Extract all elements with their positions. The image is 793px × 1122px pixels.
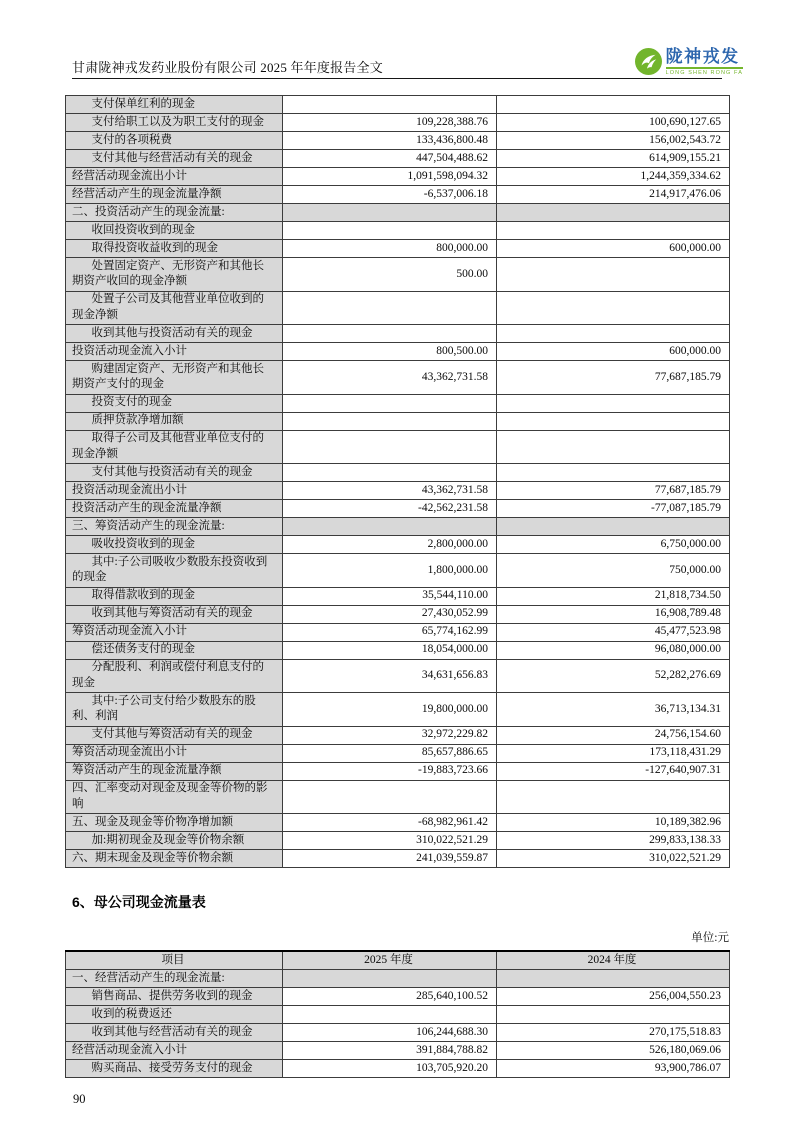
logo-en-text: LONG SHEN RONG FA — [666, 67, 743, 76]
row-value-2025: 106,244,688.30 — [283, 1024, 497, 1042]
row-label: 吸收投资收到的现金 — [66, 536, 283, 554]
table-row — [66, 412, 730, 430]
row-value-2024: 526,180,069.06 — [497, 1042, 730, 1060]
table-row — [66, 659, 730, 693]
row-label: 分配股利、利润或偿付利息支付的现金 — [66, 659, 283, 693]
table-row — [66, 168, 730, 186]
table-row — [66, 291, 730, 325]
row-value-2025 — [283, 291, 497, 325]
table-row — [66, 96, 730, 114]
row-value-2025 — [283, 464, 497, 482]
row-value-2024: 77,687,185.79 — [497, 482, 730, 500]
row-value-2024: 299,833,138.33 — [497, 832, 730, 850]
row-value-2025: 447,504,488.62 — [283, 150, 497, 168]
section-row — [66, 204, 730, 222]
row-value-2024: 750,000.00 — [497, 554, 730, 588]
row-value-2025: 310,022,521.29 — [283, 832, 497, 850]
row-label: 投资活动现金流入小计 — [66, 343, 283, 361]
row-label: 处置子公司及其他营业单位收到的现金净额 — [66, 291, 283, 325]
row-value-2025 — [283, 970, 497, 988]
row-value-2024 — [497, 464, 730, 482]
column-header: 2025 年度 — [283, 951, 497, 970]
row-label: 投资支付的现金 — [66, 394, 283, 412]
row-value-2025 — [283, 412, 497, 430]
row-value-2025: 18,054,000.00 — [283, 641, 497, 659]
row-value-2025: 2,800,000.00 — [283, 536, 497, 554]
row-value-2024: 45,477,523.98 — [497, 623, 730, 641]
row-value-2025: -19,883,723.66 — [283, 762, 497, 780]
row-value-2024 — [497, 780, 730, 814]
row-value-2025: 1,800,000.00 — [283, 554, 497, 588]
row-label: 筹资活动产生的现金流量净额 — [66, 762, 283, 780]
column-header: 2024 年度 — [497, 951, 730, 970]
row-value-2025: 27,430,052.99 — [283, 605, 497, 623]
row-value-2024: 6,750,000.00 — [497, 536, 730, 554]
row-value-2025: 500.00 — [283, 258, 497, 292]
table-row — [66, 726, 730, 744]
row-value-2024: -127,640,907.31 — [497, 762, 730, 780]
row-value-2025: -68,982,961.42 — [283, 814, 497, 832]
row-value-2024: 214,917,476.06 — [497, 186, 730, 204]
row-value-2024: 100,690,127.65 — [497, 114, 730, 132]
row-label: 支付其他与经营活动有关的现金 — [66, 150, 283, 168]
row-label: 投资活动现金流出小计 — [66, 482, 283, 500]
section-row — [66, 518, 730, 536]
row-value-2025: 800,500.00 — [283, 343, 497, 361]
row-value-2025 — [283, 518, 497, 536]
row-label: 取得子公司及其他营业单位支付的现金净额 — [66, 430, 283, 464]
row-value-2024: 614,909,155.21 — [497, 150, 730, 168]
table-row — [66, 744, 730, 762]
row-label: 其中:子公司吸收少数股东投资收到的现金 — [66, 554, 283, 588]
row-label: 支付其他与投资活动有关的现金 — [66, 464, 283, 482]
row-label: 支付给职工以及为职工支付的现金 — [66, 114, 283, 132]
row-value-2025: 19,800,000.00 — [283, 693, 497, 727]
row-label: 三、筹资活动产生的现金流量: — [66, 518, 283, 536]
table-row — [66, 814, 730, 832]
row-value-2024: 10,189,382.96 — [497, 814, 730, 832]
table-row — [66, 988, 730, 1006]
table-row — [66, 258, 730, 292]
page-header — [0, 0, 793, 78]
row-label: 收到其他与投资活动有关的现金 — [66, 325, 283, 343]
row-value-2025: 391,884,788.82 — [283, 1042, 497, 1060]
row-value-2025: 241,039,559.87 — [283, 850, 497, 868]
row-value-2025 — [283, 96, 497, 114]
row-label: 处置固定资产、无形资产和其他长期资产收回的现金净额 — [66, 258, 283, 292]
header-divider — [72, 78, 722, 79]
table-row — [66, 605, 730, 623]
table-row — [66, 500, 730, 518]
table-header-row — [66, 951, 730, 970]
table-row — [66, 1042, 730, 1060]
row-label: 经营活动现金流出小计 — [66, 168, 283, 186]
row-value-2025 — [283, 780, 497, 814]
row-value-2024 — [497, 970, 730, 988]
table-row — [66, 536, 730, 554]
row-value-2025 — [283, 204, 497, 222]
row-value-2025 — [283, 1006, 497, 1024]
parent-company-cash-flow-table — [65, 950, 730, 1078]
row-label: 筹资活动现金流出小计 — [66, 744, 283, 762]
row-label: 收到其他与筹资活动有关的现金 — [66, 605, 283, 623]
row-value-2024: 96,080,000.00 — [497, 641, 730, 659]
row-value-2024: 270,175,518.83 — [497, 1024, 730, 1042]
table-row — [66, 832, 730, 850]
row-value-2025: -6,537,006.18 — [283, 186, 497, 204]
row-value-2024: 600,000.00 — [497, 343, 730, 361]
row-value-2024: 93,900,786.07 — [497, 1060, 730, 1078]
column-header: 项目 — [66, 951, 283, 970]
table-row — [66, 132, 730, 150]
row-value-2024 — [497, 204, 730, 222]
row-value-2024 — [497, 518, 730, 536]
table-row — [66, 150, 730, 168]
table-row — [66, 361, 730, 395]
row-value-2024: 173,118,431.29 — [497, 744, 730, 762]
consolidated-cash-flow-table-continued — [65, 95, 730, 868]
table-row — [66, 1060, 730, 1078]
row-label: 二、投资活动产生的现金流量: — [66, 204, 283, 222]
row-label: 取得借款收到的现金 — [66, 587, 283, 605]
row-value-2025: 285,640,100.52 — [283, 988, 497, 1006]
table-row — [66, 222, 730, 240]
row-label: 收到的税费返还 — [66, 1006, 283, 1024]
row-value-2025 — [283, 430, 497, 464]
row-value-2025 — [283, 394, 497, 412]
row-value-2025 — [283, 325, 497, 343]
row-value-2024: 16,908,789.48 — [497, 605, 730, 623]
table-row — [66, 850, 730, 868]
unit-label: 单位:元 — [691, 932, 729, 944]
row-value-2025: 32,972,229.82 — [283, 726, 497, 744]
company-logo — [635, 48, 743, 76]
row-label: 偿还债务支付的现金 — [66, 641, 283, 659]
row-value-2024: 36,713,134.31 — [497, 693, 730, 727]
row-value-2024: 52,282,276.69 — [497, 659, 730, 693]
row-value-2025: 109,228,388.76 — [283, 114, 497, 132]
row-label: 四、汇率变动对现金及现金等价物的影响 — [66, 780, 283, 814]
row-value-2025: 65,774,162.99 — [283, 623, 497, 641]
row-label: 五、现金及现金等价物净增加额 — [66, 814, 283, 832]
row-value-2025: 43,362,731.58 — [283, 361, 497, 395]
row-value-2025 — [283, 222, 497, 240]
row-value-2025: 800,000.00 — [283, 240, 497, 258]
row-value-2025: 35,544,110.00 — [283, 587, 497, 605]
row-label: 筹资活动现金流入小计 — [66, 623, 283, 641]
row-value-2024: 156,002,543.72 — [497, 132, 730, 150]
logo-cn-text: 陇神戎发 — [665, 47, 740, 66]
row-value-2024: 24,756,154.60 — [497, 726, 730, 744]
table-row — [66, 394, 730, 412]
row-value-2024 — [497, 96, 730, 114]
row-value-2025: -42,562,231.58 — [283, 500, 497, 518]
row-value-2025: 34,631,656.83 — [283, 659, 497, 693]
row-label: 经营活动现金流入小计 — [66, 1042, 283, 1060]
row-label: 加:期初现金及现金等价物余额 — [66, 832, 283, 850]
row-label: 支付保单红利的现金 — [66, 96, 283, 114]
logo-wordmark — [666, 48, 743, 76]
page-number: 90 — [73, 1092, 86, 1106]
report-title: 甘肃陇神戎发药业股份有限公司 2025 年年度报告全文 — [72, 60, 383, 75]
table-row — [66, 587, 730, 605]
table-row — [66, 762, 730, 780]
row-label: 销售商品、提供劳务收到的现金 — [66, 988, 283, 1006]
table-row — [66, 325, 730, 343]
table-row — [66, 780, 730, 814]
row-label: 六、期末现金及现金等价物余额 — [66, 850, 283, 868]
table-row — [66, 693, 730, 727]
company-logo-icon — [635, 48, 662, 75]
row-label: 投资活动产生的现金流量净额 — [66, 500, 283, 518]
table-row — [66, 554, 730, 588]
table-row — [66, 430, 730, 464]
row-label: 收回投资收到的现金 — [66, 222, 283, 240]
table-row — [66, 623, 730, 641]
row-value-2024: -77,087,185.79 — [497, 500, 730, 518]
row-value-2024 — [497, 394, 730, 412]
table-row — [66, 1024, 730, 1042]
row-label: 购买商品、接受劳务支付的现金 — [66, 1060, 283, 1078]
row-value-2024: 256,004,550.23 — [497, 988, 730, 1006]
section-heading: 6、母公司现金流量表 — [72, 894, 206, 910]
row-label: 经营活动产生的现金流量净额 — [66, 186, 283, 204]
row-value-2024 — [497, 325, 730, 343]
row-value-2024 — [497, 1006, 730, 1024]
row-value-2024: 600,000.00 — [497, 240, 730, 258]
row-value-2024 — [497, 430, 730, 464]
row-value-2025: 133,436,800.48 — [283, 132, 497, 150]
row-value-2025: 43,362,731.58 — [283, 482, 497, 500]
row-label: 购建固定资产、无形资产和其他长期资产支付的现金 — [66, 361, 283, 395]
row-label: 支付的各项税费 — [66, 132, 283, 150]
row-value-2024: 77,687,185.79 — [497, 361, 730, 395]
row-value-2024: 21,818,734.50 — [497, 587, 730, 605]
row-value-2025: 85,657,886.65 — [283, 744, 497, 762]
row-label: 质押贷款净增加额 — [66, 412, 283, 430]
table-row — [66, 1006, 730, 1024]
row-value-2024: 310,022,521.29 — [497, 850, 730, 868]
row-value-2024 — [497, 258, 730, 292]
row-value-2024 — [497, 222, 730, 240]
row-value-2024 — [497, 291, 730, 325]
row-label: 一、经营活动产生的现金流量: — [66, 970, 283, 988]
table-row — [66, 464, 730, 482]
row-value-2025: 103,705,920.20 — [283, 1060, 497, 1078]
table-row — [66, 114, 730, 132]
table-row — [66, 186, 730, 204]
table-row — [66, 641, 730, 659]
section-row — [66, 970, 730, 988]
table-row — [66, 343, 730, 361]
row-label: 收到其他与经营活动有关的现金 — [66, 1024, 283, 1042]
row-value-2024: 1,244,359,334.62 — [497, 168, 730, 186]
row-label: 其中:子公司支付给少数股东的股利、利润 — [66, 693, 283, 727]
row-value-2024 — [497, 412, 730, 430]
table-row — [66, 482, 730, 500]
row-value-2025: 1,091,598,094.32 — [283, 168, 497, 186]
row-label: 支付其他与筹资活动有关的现金 — [66, 726, 283, 744]
table-row — [66, 240, 730, 258]
row-label: 取得投资收益收到的现金 — [66, 240, 283, 258]
